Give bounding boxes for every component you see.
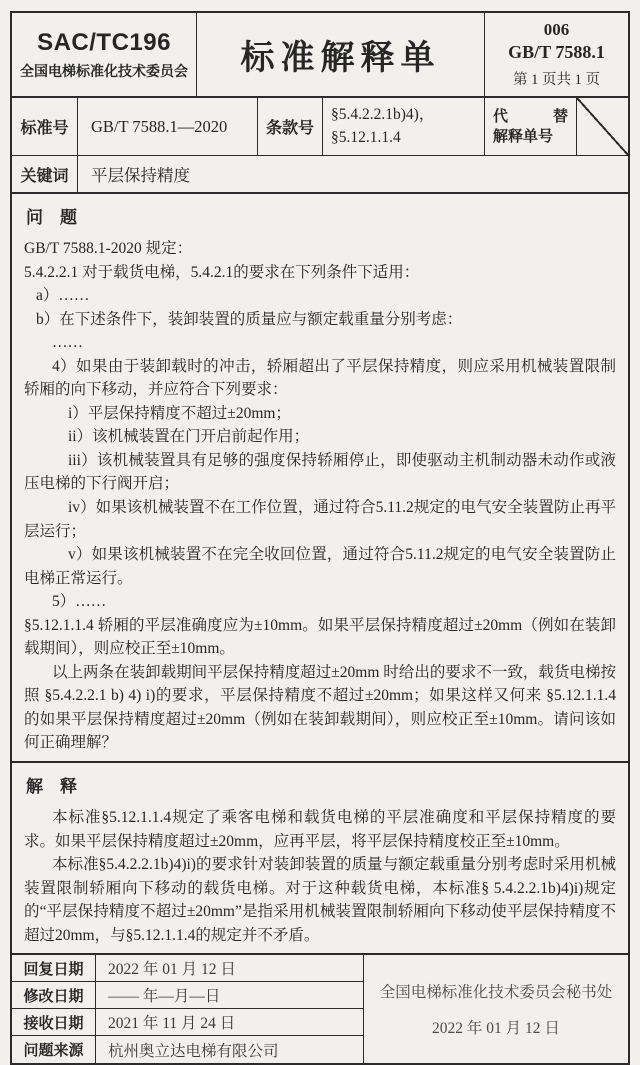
standard-number-value: GB/T 7588.1—2020	[78, 98, 258, 155]
replaced-sheet-label-line1: 代 替	[493, 108, 568, 125]
keyword-value: 平层保持精度	[91, 166, 190, 185]
replaced-sheet-label	[485, 98, 577, 155]
question-paragraph: a）……	[36, 287, 90, 305]
clause-line-2: §5.12.1.1.4	[331, 128, 401, 146]
secretariat-name: 全国电梯标准化技术委员会秘书处	[379, 984, 613, 1002]
org-name: 全国电梯标准化技术委员会	[20, 62, 188, 79]
answer-section	[12, 763, 628, 955]
secretariat-cell	[364, 955, 628, 1063]
question-paragraph: i）平层保持精度不超过±20mm；	[68, 404, 291, 422]
clause-number-label: 条款号	[258, 98, 323, 155]
question-paragraph: b）在下述条件下，装卸装置的质量应与额定载重量分别考虑：	[36, 310, 463, 328]
question-paragraph: iv）如果该机械装置不在工作位置，通过符合5.11.2规定的电气安全装置防止再平层运行；	[24, 499, 616, 540]
clause-line-1: §5.4.2.2.1b)4)，	[331, 106, 435, 124]
sheet-header	[12, 13, 628, 98]
keyword-row	[12, 156, 628, 194]
answer-heading: 解 释	[26, 777, 77, 797]
secretariat-date: 2022 年 01 月 12 日	[432, 1020, 560, 1038]
question-paragraph: iii）该机械装置具有足够的强度保持轿厢停止，即使驱动主机制动器未动作或液压电梯的下行阀开启；	[24, 451, 616, 493]
doc-standard: GB/T 7588.1	[508, 42, 605, 62]
sheet-title: 标准解释单	[197, 13, 485, 96]
question-paragraph: v）如果该机械装置不在完全收回位置，通过符合5.11.2规定的电气安全装置防止电梯正常运行。	[24, 546, 616, 587]
revision-date-value: —— 年—月—日	[96, 982, 364, 1009]
question-heading: 问 题	[26, 208, 77, 227]
question-paragraph: §5.12.1.1.4 轿厢的平层准确度应为±10mm。如果平层保持精度超过±20mm（例如在装卸载期间），则应校正至±10mm。	[24, 616, 616, 658]
footer-table	[12, 955, 628, 1063]
standard-number-label: 标准号	[12, 98, 78, 155]
question-source-label: 问题来源	[12, 1036, 96, 1063]
answer-paragraph: 本标准§5.12.1.1.4规定了乘客电梯和载货电梯的平层准确度和平层保持精度的要求。如果平层保持精度超过±20mm，应再平层，将平层保持精度校正至±10mm。	[24, 809, 616, 850]
question-paragraph: ……	[52, 334, 83, 352]
keyword-label: 关键词	[12, 156, 78, 192]
page-indicator: 第 1 页共 1 页	[513, 72, 600, 88]
doc-number: 006	[543, 20, 570, 39]
question-paragraph: 以上两条在装卸载期间平层保持精度超过±20mm 时给出的要求不一致，载货电梯按照 §5.4.2.2.1 b) 4) i)的要求，平层保持精度不超过±20mm；如果这样又何来 §5.12.1.1.4 的如果平层保持精度超过±20mm（例如在装卸载期间），则应校正至±10mm。请问该如何正确理解？	[24, 663, 616, 752]
replaced-sheet-empty-diagonal-cell	[577, 98, 628, 155]
reply-date-value: 2022 年 01 月 12 日	[96, 955, 364, 982]
question-paragraph: ii）该机械装置在门开启前起作用；	[68, 428, 310, 446]
question-paragraph: 5.4.2.2.1 对于载货电梯，5.4.2.1的要求在下列条件下适用：	[24, 263, 420, 281]
header-org-cell	[12, 13, 197, 96]
received-date-value: 2021 年 11 月 24 日	[96, 1009, 364, 1036]
answer-paragraph: 本标准§5.4.2.2.1b)4)i)的要求针对装卸装置的质量与额定载重量分别考虑时采用机械装置限制轿厢向下移动的载货电梯。对于这种载货电梯，本标准§ 5.4.2.2.1b)4)i)规定的“平层保持精度不超过±20mm”是指采用机械装置限制轿厢向下移动使平层保持精度不超过20mm，与§5.12.1.1.4的规定并不矛盾。	[24, 856, 616, 944]
replaced-sheet-label-line2: 解释单号	[493, 127, 554, 145]
question-section	[12, 194, 628, 763]
question-paragraph: GB/T 7588.1-2020 规定：	[24, 240, 193, 257]
received-date-label: 接收日期	[12, 1009, 96, 1036]
question-source-value: 杭州奥立达电梯有限公司	[96, 1036, 364, 1063]
question-paragraph: 4）如果由于装卸载时的冲击，轿厢超出了平层保持精度，则应采用机械装置限制轿厢的向下移动，并应符合下列要求：	[24, 357, 616, 399]
reply-date-label: 回复日期	[12, 955, 96, 982]
question-paragraph: 5）……	[52, 593, 107, 611]
header-doc-cell	[485, 13, 628, 96]
interpretation-sheet	[10, 11, 630, 1065]
org-code: SAC/TC196	[37, 28, 171, 56]
clause-number-value	[323, 98, 485, 155]
revision-date-label: 修改日期	[12, 982, 96, 1009]
meta-row	[12, 98, 628, 156]
